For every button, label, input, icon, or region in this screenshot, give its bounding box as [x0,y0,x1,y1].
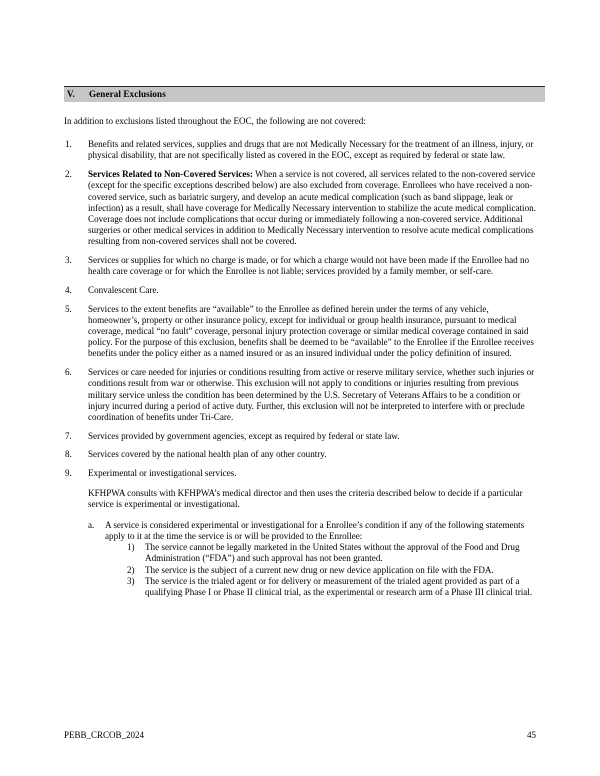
list-marker: 3) [127,575,135,586]
list-item-text: Services provided by government agencies, except as required by federal or state law. [88,430,400,441]
list-item [88,520,536,598]
page-footer [64,730,536,741]
list-item-text: Experimental or investigational services. [88,468,237,479]
list-marker: 2) [127,564,135,575]
list-item-text: A service is considered experimental or investigational for a Enrollee’s condition if any of the following statements apply to it at the time the service is or will be provided to the Enrollee: [105,519,525,541]
section-heading-line [67,89,545,100]
experimental-criteria-list [105,542,536,598]
list-marker: 5. [65,303,72,314]
experimental-note: KFHPWA consults with KFHPWA’s medical director and then uses the criteria described below to decide if a particular service is experimental or investigational. [88,488,523,510]
list-item-text: Services to the extent benefits are “available” to the Enrollee as defined herein under the terms of any vehicle, homeowner’s, property or other insurance policy, except for individual or group health insurance, pursuant to medical coverage, medical “no fault” coverage, personal injury protection coverage or similar medical coverage contained in said policy. For the purpose of this exclusion, benefits shall be deemed to be “available” to the Enrollee if the Enrollee receives benefits under the policy either as a named insured or as an insured individual under the policy definition of insured. [88,303,534,359]
list-item-text: The service cannot be legally marketed in the United States without the approval of the Food and Drug Administration (“FDA”) and such approval has not been granted. [145,542,520,564]
list-item [105,576,536,598]
list-marker: 8. [65,449,72,460]
section-title: General Exclusions [89,89,166,99]
list-marker: 7. [65,430,72,441]
list-item-text: Services or supplies for which no charge is made, or for which a charge would not have been made if the Enrollee had no health care coverage or for which the Enrollee is not liable; services provided by a family member, or self-care. [88,255,530,277]
page-content [64,86,536,598]
list-item-text: Services or care needed for injuries or conditions resulting from active or reserve military service, whether such injuries or conditions result from war or otherwise. This exclusion will not apply to conditions or injuries resulting from previous military service unless the condition has been determined by the U.S. Secretary of Veterans Affairs to be a condition or injury incurred during a period of active duty. Further, this exclusion will not be interpreted to interfere with or preclude coordination of benefits under Tri-Care. [88,367,535,422]
exclusions-list [64,139,536,598]
section-number: V. [67,89,75,99]
list-marker: 3. [65,255,72,266]
experimental-sublist [88,520,536,598]
list-marker: a. [88,519,95,530]
list-item-text: When a service is not covered, all services related to the non-covered service (except for the specific exceptions described below) are also excluded from coverage. Enrollees who have received a non-covered service, such as bariatric surgery, and develop an acute medical complication (such as band slippage, leak or infection) as a result, shall have coverage for Medically Necessary intervention to stabilize the acute medical complication. Coverage does not include complications that occur during or immediately following a non-covered service. Additional surgeries or other medical services in addition to Medically Necessary intervention to resolve acute medical complications resulting from non-covered services shall not be covered. [88,169,536,247]
list-marker: 4. [65,284,72,295]
list-item [105,542,536,564]
list-item [64,367,536,423]
list-item-text: Convalescent Care. [88,284,159,295]
list-item-text: The service is the subject of a current new drug or new device application on file with the FDA. [145,564,494,575]
list-marker: 1) [127,542,135,553]
list-item [64,285,536,296]
list-item [64,304,536,360]
footer-document-id: PEBB_CRCOB_2024 [64,730,145,740]
list-marker: 1. [65,139,72,150]
list-item [105,565,536,576]
list-item-lead: Services Related to Non-Covered Services: [88,169,253,180]
list-item [64,169,536,247]
list-item [64,431,536,442]
list-item [64,449,536,460]
footer-page-number: 45 [527,730,536,740]
list-marker: 6. [65,367,72,378]
list-marker: 2. [65,169,72,180]
list-item [64,468,536,598]
intro-paragraph: In addition to exclusions listed throughout the EOC, the following are not covered: [64,116,366,126]
list-item-text: Benefits and related services, supplies and drugs that are not Medically Necessary for the treatment of an illness, injury, or physical disability, that are not specifically listed as covered in the EOC, except as required by federal or state law. [88,139,534,161]
list-item-text: Services covered by the national health plan of any other country. [88,449,327,460]
list-marker: 9. [65,468,72,479]
list-item [64,255,536,277]
list-item-text: The service is the trialed agent or for delivery or measurement of the trialed agent provided as part of a qualifying Phase I or Phase II clinical trial, as the experimental or research arm of a Phase III clinical trial. [145,575,533,597]
section-heading-bar [64,86,545,102]
list-item [64,139,536,161]
